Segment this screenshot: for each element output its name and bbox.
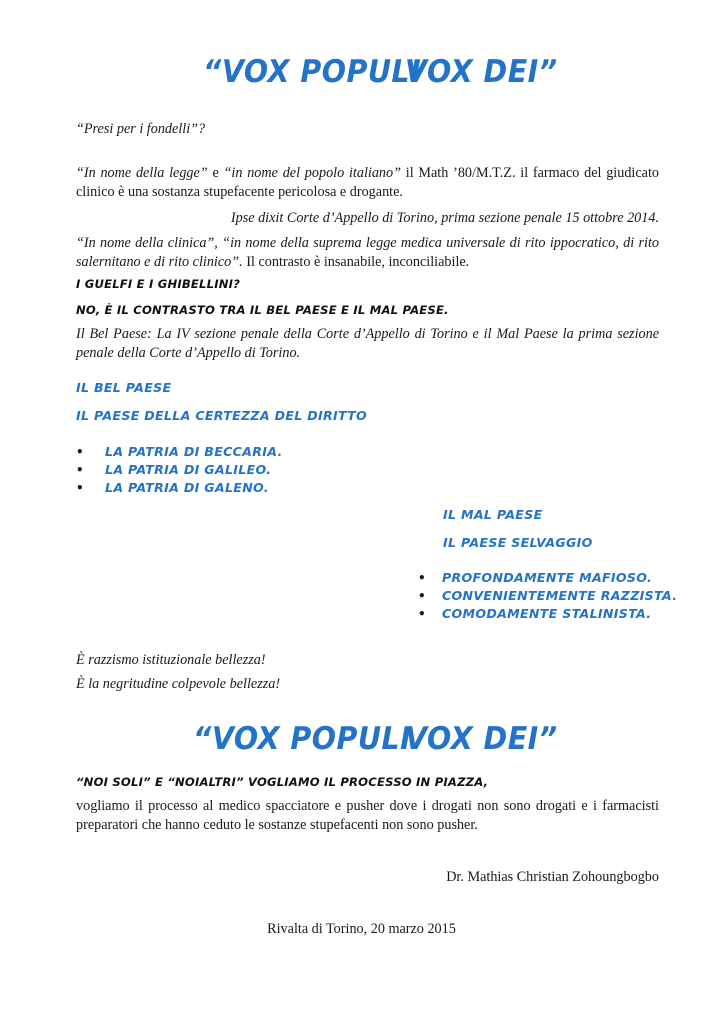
list-item: • LA PATRIA DI GALILEO.	[76, 462, 272, 477]
quote-clinica: “In nome della clinica”, “in nome della suprema legge medica universale di rito ippocratico, di rito salernitano e di rito clinico”.	[76, 235, 659, 270]
exclamation-negritudine: È la negritudine colpevole bellezza!	[76, 676, 281, 692]
paragraph-clinica	[76, 234, 659, 272]
paragraph-legge	[76, 164, 659, 202]
paragraph-clinica-rest: Il contrasto è insanabile, inconciliabile.	[242, 254, 470, 270]
quote-legge: “In nome della legge”	[76, 165, 208, 181]
signature: Dr. Mathias Christian Zohoungbogbo	[446, 869, 659, 885]
exclamation-razzismo: È razzismo istituzionale bellezza!	[76, 652, 266, 668]
list-item: • PROFONDAMENTE MAFIOSO.	[418, 570, 653, 585]
list-item: • COMODAMENTE STALINISTA.	[418, 606, 652, 621]
title-vox-populi-bottom: “VOX POPULI	[193, 721, 412, 757]
intro-question: “Presi per i fondelli”?	[76, 121, 206, 137]
conjunction: e	[207, 165, 224, 181]
bel-paese-list	[76, 443, 283, 497]
quote-popolo: “in nome del popolo italiano”	[223, 165, 401, 181]
mal-paese-list	[418, 569, 677, 623]
mal-paese-subtitle: IL PAESE SELVAGGIO	[443, 535, 593, 550]
paragraph-bel-mal-paese: Il Bel Paese: La IV sezione penale della Corte d’Appello di Torino e il Mal Paese la prima sezione penale della Corte d’Appello di Torino.	[76, 326, 659, 361]
bullet-icon: •	[418, 589, 426, 603]
bullet-icon: •	[418, 571, 426, 585]
heading-guelfi-ghibellini: I GUELFI E I GHIBELLINI?	[76, 277, 241, 291]
title-vox-dei-bottom: VOX DEI”	[405, 721, 558, 757]
title-vox-dei-top: VOX DEI”	[405, 54, 558, 90]
paragraph-legge-rest: il Math ’80/M.T.Z. il farmaco del giudicato clinico è una sostanza stupefacente pericolosa e drogante.	[76, 165, 660, 200]
bullet-icon: •	[76, 445, 84, 459]
mal-paese-title: IL MAL PAESE	[443, 507, 543, 522]
heading-contrasto: NO, È IL CONTRASTO TRA IL BEL PAESE E IL MAL PAESE.	[76, 303, 449, 317]
heading-noi-soli: “NOI SOLI” E “NOIALTRI” VOGLIAMO IL PROCESSO IN PIAZZA,	[76, 775, 489, 789]
bullet-icon: •	[76, 481, 84, 495]
list-item: • LA PATRIA DI BECCARIA.	[76, 444, 283, 459]
bel-paese-subtitle: IL PAESE DELLA CERTEZZA DEL DIRITTO	[76, 408, 368, 423]
bullet-icon: •	[418, 607, 426, 621]
paragraph-processo: vogliamo il processo al medico spacciatore e pusher dove i drogati non sono drogati e i farmacisti preparatori che hanno ceduto le sostanze stupefacenti non sono pusher.	[76, 798, 659, 833]
list-item: • CONVENIENTEMENTE RAZZISTA.	[418, 588, 678, 603]
place-date: Rivalta di Torino, 20 marzo 2015	[267, 921, 456, 937]
citation-ipse-dixit: Ipse dixit Corte d’Appello di Torino, prima sezione penale 15 ottobre 2014.	[230, 210, 659, 226]
bullet-icon: •	[76, 463, 84, 477]
list-item: • LA PATRIA DI GALENO.	[76, 480, 269, 495]
bel-paese-title: IL BEL PAESE	[76, 380, 172, 395]
title-vox-populi-top: “VOX POPULI	[203, 54, 422, 90]
